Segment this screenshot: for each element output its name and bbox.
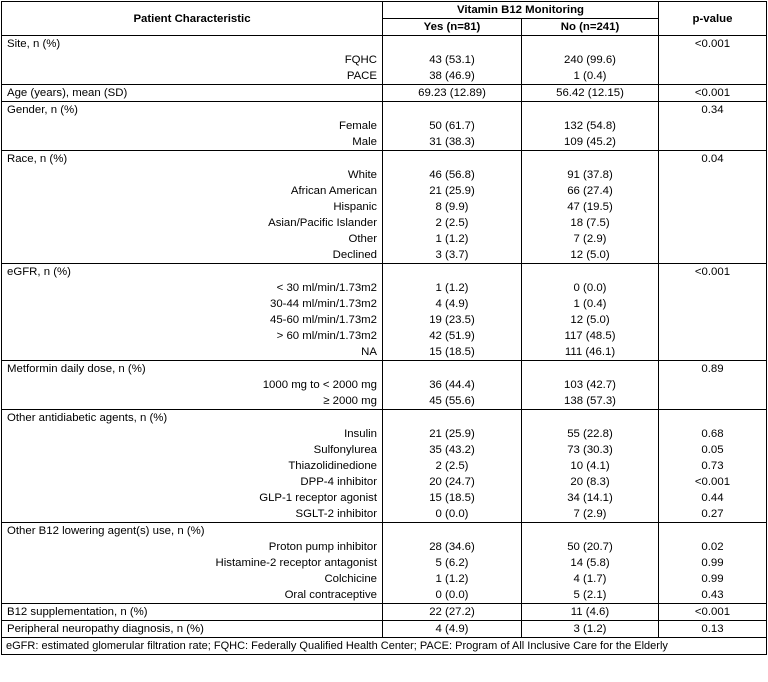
row-label-cell: Sulfonylurea bbox=[2, 442, 383, 458]
section-no-cell bbox=[522, 523, 659, 540]
row-no-cell: 240 (99.6) bbox=[522, 52, 659, 68]
row-label-cell: GLP-1 receptor agonist bbox=[2, 490, 383, 506]
row-p-value-cell: 0.73 bbox=[659, 458, 767, 474]
row-p-value-cell bbox=[659, 167, 767, 183]
table-row bbox=[2, 183, 767, 199]
row-no-cell: 66 (27.4) bbox=[522, 183, 659, 199]
row-yes-cell: 45 (55.6) bbox=[383, 393, 522, 410]
section-row bbox=[2, 361, 767, 378]
section-label-cell: Other B12 lowering agent(s) use, n (%) bbox=[2, 523, 383, 540]
row-yes-cell: 1 (1.2) bbox=[383, 231, 522, 247]
row-no-cell: 132 (54.8) bbox=[522, 118, 659, 134]
table-row bbox=[2, 68, 767, 85]
section-no-cell bbox=[522, 264, 659, 281]
row-label-cell: Male bbox=[2, 134, 383, 151]
row-no-cell: 4 (1.7) bbox=[522, 571, 659, 587]
row-label-cell: 1000 mg to < 2000 mg bbox=[2, 377, 383, 393]
row-no-cell: 55 (22.8) bbox=[522, 426, 659, 442]
row-p-value-cell: 0.02 bbox=[659, 539, 767, 555]
section-label-cell: Site, n (%) bbox=[2, 36, 383, 53]
row-yes-cell: 1 (1.2) bbox=[383, 280, 522, 296]
section-row bbox=[2, 102, 767, 119]
row-no-cell: 109 (45.2) bbox=[522, 134, 659, 151]
row-p-value-cell bbox=[659, 377, 767, 393]
section-label-cell: Gender, n (%) bbox=[2, 102, 383, 119]
row-no-cell: 34 (14.1) bbox=[522, 490, 659, 506]
row-label-cell: Thiazolidinedione bbox=[2, 458, 383, 474]
section-p-value-cell: 0.89 bbox=[659, 361, 767, 378]
row-p-value-cell: 0.99 bbox=[659, 571, 767, 587]
row-label-cell: PACE bbox=[2, 68, 383, 85]
section-row bbox=[2, 264, 767, 281]
table-row bbox=[2, 571, 767, 587]
row-yes-cell: 38 (46.9) bbox=[383, 68, 522, 85]
row-yes-cell: 50 (61.7) bbox=[383, 118, 522, 134]
table-body bbox=[2, 36, 767, 638]
row-yes-cell: 15 (18.5) bbox=[383, 490, 522, 506]
table-footnote: eGFR: estimated glomerular filtration rate; FQHC: Federally Qualified Health Center; PACE: Program of All Inclusive Care for the Elderly bbox=[2, 638, 767, 655]
table-row bbox=[2, 393, 767, 410]
row-yes-cell: 35 (43.2) bbox=[383, 442, 522, 458]
patient-characteristics-table bbox=[1, 1, 767, 655]
row-yes-cell: 0 (0.0) bbox=[383, 506, 522, 523]
table-row bbox=[2, 344, 767, 361]
header-no: No (n=241) bbox=[522, 19, 659, 36]
section-yes-cell: 22 (27.2) bbox=[383, 604, 522, 621]
section-no-cell bbox=[522, 102, 659, 119]
table-row bbox=[2, 474, 767, 490]
row-p-value-cell bbox=[659, 344, 767, 361]
table-row bbox=[2, 328, 767, 344]
section-label-cell: Peripheral neuropathy diagnosis, n (%) bbox=[2, 621, 383, 638]
row-no-cell: 1 (0.4) bbox=[522, 296, 659, 312]
row-p-value-cell bbox=[659, 247, 767, 264]
section-p-value-cell: <0.001 bbox=[659, 604, 767, 621]
section-yes-cell bbox=[383, 102, 522, 119]
section-row bbox=[2, 85, 767, 102]
row-no-cell: 18 (7.5) bbox=[522, 215, 659, 231]
section-label-cell: B12 supplementation, n (%) bbox=[2, 604, 383, 621]
section-no-cell: 11 (4.6) bbox=[522, 604, 659, 621]
row-label-cell: < 30 ml/min/1.73m2 bbox=[2, 280, 383, 296]
section-p-value-cell: 0.34 bbox=[659, 102, 767, 119]
row-label-cell: SGLT-2 inhibitor bbox=[2, 506, 383, 523]
table-row bbox=[2, 377, 767, 393]
row-label-cell: 30-44 ml/min/1.73m2 bbox=[2, 296, 383, 312]
row-p-value-cell: 0.68 bbox=[659, 426, 767, 442]
row-no-cell: 10 (4.1) bbox=[522, 458, 659, 474]
row-p-value-cell bbox=[659, 183, 767, 199]
row-p-value-cell bbox=[659, 52, 767, 68]
table-row bbox=[2, 167, 767, 183]
row-no-cell: 5 (2.1) bbox=[522, 587, 659, 604]
table-row bbox=[2, 280, 767, 296]
section-p-value-cell: 0.04 bbox=[659, 151, 767, 168]
section-label-cell: eGFR, n (%) bbox=[2, 264, 383, 281]
row-no-cell: 73 (30.3) bbox=[522, 442, 659, 458]
row-p-value-cell bbox=[659, 393, 767, 410]
table-row bbox=[2, 458, 767, 474]
row-yes-cell: 21 (25.9) bbox=[383, 183, 522, 199]
row-label-cell: African American bbox=[2, 183, 383, 199]
row-yes-cell: 5 (6.2) bbox=[383, 555, 522, 571]
row-no-cell: 1 (0.4) bbox=[522, 68, 659, 85]
row-p-value-cell bbox=[659, 118, 767, 134]
row-no-cell: 103 (42.7) bbox=[522, 377, 659, 393]
section-no-cell bbox=[522, 151, 659, 168]
row-p-value-cell bbox=[659, 296, 767, 312]
row-p-value-cell bbox=[659, 312, 767, 328]
row-yes-cell: 36 (44.4) bbox=[383, 377, 522, 393]
row-yes-cell: 21 (25.9) bbox=[383, 426, 522, 442]
row-label-cell: Insulin bbox=[2, 426, 383, 442]
table-row bbox=[2, 555, 767, 571]
table-row bbox=[2, 215, 767, 231]
table-row bbox=[2, 490, 767, 506]
table-row bbox=[2, 231, 767, 247]
row-label-cell: DPP-4 inhibitor bbox=[2, 474, 383, 490]
row-no-cell: 50 (20.7) bbox=[522, 539, 659, 555]
section-yes-cell bbox=[383, 36, 522, 53]
section-yes-cell bbox=[383, 523, 522, 540]
row-label-cell: Hispanic bbox=[2, 199, 383, 215]
row-p-value-cell: 0.44 bbox=[659, 490, 767, 506]
header-characteristic: Patient Characteristic bbox=[2, 2, 383, 36]
section-no-cell bbox=[522, 36, 659, 53]
row-no-cell: 117 (48.5) bbox=[522, 328, 659, 344]
row-label-cell: > 60 ml/min/1.73m2 bbox=[2, 328, 383, 344]
row-yes-cell: 28 (34.6) bbox=[383, 539, 522, 555]
row-no-cell: 12 (5.0) bbox=[522, 312, 659, 328]
row-no-cell: 111 (46.1) bbox=[522, 344, 659, 361]
section-yes-cell bbox=[383, 151, 522, 168]
row-label-cell: Histamine-2 receptor antagonist bbox=[2, 555, 383, 571]
table-row bbox=[2, 199, 767, 215]
row-yes-cell: 4 (4.9) bbox=[383, 296, 522, 312]
section-p-value-cell: <0.001 bbox=[659, 36, 767, 53]
section-p-value-cell bbox=[659, 410, 767, 427]
row-yes-cell: 0 (0.0) bbox=[383, 587, 522, 604]
table-row bbox=[2, 426, 767, 442]
section-no-cell: 56.42 (12.15) bbox=[522, 85, 659, 102]
row-label-cell: NA bbox=[2, 344, 383, 361]
row-no-cell: 7 (2.9) bbox=[522, 231, 659, 247]
section-yes-cell: 69.23 (12.89) bbox=[383, 85, 522, 102]
table-row bbox=[2, 312, 767, 328]
row-label-cell: Oral contraceptive bbox=[2, 587, 383, 604]
row-yes-cell: 2 (2.5) bbox=[383, 458, 522, 474]
section-row bbox=[2, 36, 767, 53]
section-yes-cell bbox=[383, 410, 522, 427]
section-label-cell: Race, n (%) bbox=[2, 151, 383, 168]
table-row bbox=[2, 134, 767, 151]
header-pvalue: p-value bbox=[659, 2, 767, 36]
row-label-cell: Female bbox=[2, 118, 383, 134]
row-p-value-cell bbox=[659, 280, 767, 296]
row-no-cell: 47 (19.5) bbox=[522, 199, 659, 215]
section-yes-cell: 4 (4.9) bbox=[383, 621, 522, 638]
row-yes-cell: 31 (38.3) bbox=[383, 134, 522, 151]
row-yes-cell: 46 (56.8) bbox=[383, 167, 522, 183]
header-group: Vitamin B12 Monitoring bbox=[383, 2, 659, 19]
row-yes-cell: 2 (2.5) bbox=[383, 215, 522, 231]
section-no-cell bbox=[522, 361, 659, 378]
row-no-cell: 7 (2.9) bbox=[522, 506, 659, 523]
header-yes: Yes (n=81) bbox=[383, 19, 522, 36]
section-yes-cell bbox=[383, 361, 522, 378]
row-yes-cell: 1 (1.2) bbox=[383, 571, 522, 587]
row-yes-cell: 42 (51.9) bbox=[383, 328, 522, 344]
table-row bbox=[2, 506, 767, 523]
row-p-value-cell bbox=[659, 134, 767, 151]
row-label-cell: Other bbox=[2, 231, 383, 247]
section-yes-cell bbox=[383, 264, 522, 281]
row-no-cell: 91 (37.8) bbox=[522, 167, 659, 183]
row-label-cell: ≥ 2000 mg bbox=[2, 393, 383, 410]
row-label-cell: Proton pump inhibitor bbox=[2, 539, 383, 555]
table-row bbox=[2, 247, 767, 264]
row-yes-cell: 19 (23.5) bbox=[383, 312, 522, 328]
row-no-cell: 138 (57.3) bbox=[522, 393, 659, 410]
section-label-cell: Metformin daily dose, n (%) bbox=[2, 361, 383, 378]
row-p-value-cell: 0.43 bbox=[659, 587, 767, 604]
row-label-cell: Declined bbox=[2, 247, 383, 264]
row-yes-cell: 8 (9.9) bbox=[383, 199, 522, 215]
table-row bbox=[2, 52, 767, 68]
row-yes-cell: 15 (18.5) bbox=[383, 344, 522, 361]
table-row bbox=[2, 442, 767, 458]
row-no-cell: 14 (5.8) bbox=[522, 555, 659, 571]
section-row bbox=[2, 604, 767, 621]
row-p-value-cell bbox=[659, 215, 767, 231]
table-row bbox=[2, 118, 767, 134]
row-yes-cell: 20 (24.7) bbox=[383, 474, 522, 490]
row-label-cell: FQHC bbox=[2, 52, 383, 68]
table-row bbox=[2, 539, 767, 555]
section-row bbox=[2, 621, 767, 638]
row-p-value-cell: <0.001 bbox=[659, 474, 767, 490]
row-p-value-cell bbox=[659, 199, 767, 215]
table-header bbox=[2, 2, 767, 36]
row-p-value-cell bbox=[659, 68, 767, 85]
table-row bbox=[2, 587, 767, 604]
row-p-value-cell: 0.27 bbox=[659, 506, 767, 523]
row-yes-cell: 43 (53.1) bbox=[383, 52, 522, 68]
row-label-cell: Colchicine bbox=[2, 571, 383, 587]
row-no-cell: 20 (8.3) bbox=[522, 474, 659, 490]
section-row bbox=[2, 151, 767, 168]
row-p-value-cell: 0.99 bbox=[659, 555, 767, 571]
row-label-cell: White bbox=[2, 167, 383, 183]
section-no-cell: 3 (1.2) bbox=[522, 621, 659, 638]
section-no-cell bbox=[522, 410, 659, 427]
row-no-cell: 12 (5.0) bbox=[522, 247, 659, 264]
section-p-value-cell: 0.13 bbox=[659, 621, 767, 638]
row-p-value-cell: 0.05 bbox=[659, 442, 767, 458]
section-row bbox=[2, 410, 767, 427]
table-row bbox=[2, 296, 767, 312]
section-p-value-cell: <0.001 bbox=[659, 85, 767, 102]
section-label-cell: Age (years), mean (SD) bbox=[2, 85, 383, 102]
section-label-cell: Other antidiabetic agents, n (%) bbox=[2, 410, 383, 427]
row-no-cell: 0 (0.0) bbox=[522, 280, 659, 296]
section-p-value-cell: <0.001 bbox=[659, 264, 767, 281]
row-label-cell: 45-60 ml/min/1.73m2 bbox=[2, 312, 383, 328]
section-p-value-cell bbox=[659, 523, 767, 540]
section-row bbox=[2, 523, 767, 540]
row-p-value-cell bbox=[659, 231, 767, 247]
row-p-value-cell bbox=[659, 328, 767, 344]
row-yes-cell: 3 (3.7) bbox=[383, 247, 522, 264]
row-label-cell: Asian/Pacific Islander bbox=[2, 215, 383, 231]
